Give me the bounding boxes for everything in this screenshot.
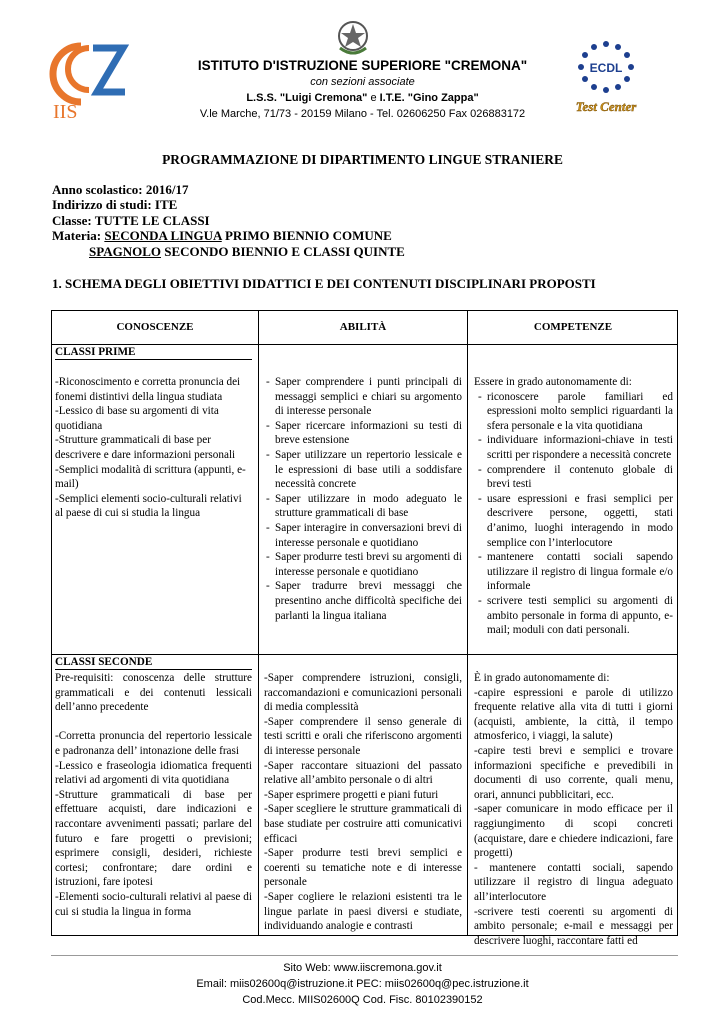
- header-abilita: ABILITÀ: [339, 321, 387, 333]
- classi-seconde-label: CLASSI SECONDE: [55, 656, 252, 670]
- school-year: Anno scolastico: 2016/17: [52, 182, 189, 197]
- svg-text:ECDL: ECDL: [589, 61, 623, 75]
- document-meta: [52, 182, 405, 259]
- list-item: - Saper produrre testi brevi su argomenti di interesse personale e quotidiano: [266, 550, 462, 579]
- school-address: V.le Marche, 71/73 - 20159 Milano - Tel. 02606250 Fax 026883172: [199, 108, 526, 120]
- list-item: - riconoscere parole familiari ed espressioni molto semplici riguardanti la sfera personale e la vita quotidiana: [478, 390, 673, 434]
- school-logo: [47, 40, 129, 122]
- objectives-table: [51, 310, 678, 947]
- section-title: 1. SCHEMA DEGLI OBIETTIVI DIDATTICI E DEI CONTENUTI DISCIPLINARI PROPOSTI: [52, 276, 596, 291]
- prime-competenze: Essere in grado autonomamente di: - riconoscere parole familiari ed espressioni molto semplici riguardanti la sfera personale e la vita quotidiana - individuare informazioni-chiave in testi scritti per rispondere a necessità concrete - comprendere il contenuto globale di brevi testi - usare espressioni e frasi semplici per descrivere persone, oggetti, stati d’animo, luoghi interagendo in modo semplice con l’interlocutore - mantenere contatti sociali sapendo utilizzare il registro di lingua formale e/o informale - scrivere testi semplici su argomenti di ambito personale in forma di appunto, e-mail; moduli con dati personali.: [474, 375, 673, 638]
- document-title: PROGRAMMAZIONE DI DIPARTIMENTO LINGUE STRANIERE: [162, 152, 563, 167]
- list-item: - Saper interagire in conversazioni brevi di interesse personale e quotidiano: [266, 521, 462, 550]
- list-item: - Saper utilizzare un repertorio lessicale e le espressioni di base utili a soddisfare necessità concrete: [266, 448, 462, 492]
- svg-text:Test Center: Test Center: [575, 99, 637, 114]
- italian-republic-emblem: [335, 18, 371, 56]
- prime-abilita: [266, 375, 462, 623]
- header-conoscenze: CONOSCENZE: [116, 321, 194, 333]
- associated-schools: L.S.S. "Luigi Cremona" e I.T.E. "Gino Zappa": [246, 92, 479, 104]
- study-track: Indirizzo di studi: ITE: [52, 197, 178, 213]
- list-item: - Saper utilizzare in modo adeguato le strutture grammaticali di base: [266, 492, 462, 521]
- footer-codes: Cod.Mecc. MIIS02600Q Cod. Fisc. 80102390152: [242, 994, 483, 1006]
- svg-text:IIS: IIS: [53, 101, 78, 122]
- list-item: - Saper comprendere i punti principali di messaggi semplici e chiari su argomento di interesse personale: [266, 375, 462, 419]
- footer-website[interactable]: Sito Web: www.iiscremona.gov.it: [283, 962, 442, 974]
- ecdl-logo: [566, 38, 646, 118]
- list-item: - scrivere testi semplici su argomenti di ambito personale in forma di appunto, e-mail; moduli con dati personali.: [478, 594, 673, 638]
- list-item: - usare espressioni e frasi semplici per descrivere persone, oggetti, stati d’animo, luoghi interagendo in modo semplice con l’interlocutore: [478, 492, 673, 550]
- school-name: ISTITUTO D'ISTRUZIONE SUPERIORE "CREMONA": [197, 58, 528, 73]
- footer-email[interactable]: Email: miis02600q@istruzione.it PEC: miis02600q@pec.istruzione.it: [196, 978, 529, 990]
- seconde-abilita: -Saper comprendere istruzioni, consigli, raccomandazioni e comunicazioni personali di media complessità -Saper comprendere il senso generale di testi scritti e orali che riferiscono argomenti di interesse personale -Saper raccontare situazioni del passato relative all’ambito personale o di altri -Saper esprimere progetti e piani futuri -Saper scegliere le strutture grammaticali di base studiate per costruire atti comunicativi efficaci -Saper produrre testi brevi semplici e coerenti su tematiche note e di interesse personale -Saper cogliere le relazioni esistenti tra le lingue parlate in paesi diversi e studiate, individuando analogie e contrasti: [264, 672, 462, 933]
- subject-line: Materia: SECONDA LINGUA PRIMO BIENNIO COMUNE: [52, 228, 392, 244]
- list-item: - comprendere il contenuto globale di brevi testi: [478, 463, 673, 492]
- list-item: - Saper ricercare informazioni su testi di breve estensione: [266, 419, 462, 448]
- school-subtitle: con sezioni associate: [310, 76, 415, 88]
- subject-line-2: SPAGNOLO SECONDO BIENNIO E CLASSI QUINTE: [89, 243, 405, 259]
- footer-divider: [51, 955, 678, 956]
- prime-conoscenze: -Riconoscimento e corretta pronuncia dei fonemi distintivi della lingua studiata -Lessico di base su argomenti di vita quotidiana -Strutture grammaticali di base per descrivere e dare informazioni personali -Semplici modalità di scrittura (appunti, e-mail) -Semplici elementi socio-culturali relativi al paese di cui si studia la lingua: [55, 376, 246, 520]
- seconde-competenze: È in grado autonomamente di: -capire espressioni e parole di utilizzo frequente relative alla vita di tutti i giorni (acquisti, ambiente, la città, il tempo atmosferico, i viaggi, la salute) -capire testi brevi e semplici e trovare informazioni specifiche e prevedibili in documenti di uso corrente, quali menu, orari, annunci pubblicitari, ecc. -saper comunicare in modo efficace per il raggiungimento di scopi concreti (acquistare, dare e chiedere indicazioni, fare progetti) - mantenere contatti sociali, sapendo utilizzare il registro di lingua adeguato all’interlocutore -scrivere testi coerenti su argomenti di ambito personale; e-mail e messaggi per descrivere luoghi, raccontare fatti ed: [474, 672, 673, 947]
- seconde-conoscenze: Pre-requisiti: conoscenza delle strutture grammaticali e dei contenuti lessicali dell’anno precedente -Corretta pronuncia del repertorio lessicale e padronanza dell’ intonazione delle frasi -Lessico e fraseologia idiomatica frequenti relativi ad argomenti di vita quotidiana -Strutture grammaticali di base per effettuare acquisti, dare indicazioni e raccontare avvenimenti passati; parlare del futuro e fare progetti o previsioni; esprimere consigli, desideri, richieste cortesi; confrontare; dare ordini e istruzioni, fare ipotesi -Elementi socio-culturali relativi al paese di cui si studia la lingua in forma: [55, 672, 252, 918]
- list-item: - Saper tradurre brevi messaggi che presentino anche difficoltà specifiche dei parlanti la lingua italiana: [266, 579, 462, 623]
- list-item: - individuare informazioni-chiave in testi scritti per rispondere a necessità concrete: [478, 433, 673, 462]
- class-info: Classe: TUTTE LE CLASSI: [52, 212, 210, 228]
- classi-prime-label: CLASSI PRIME: [55, 346, 252, 360]
- list-item: - mantenere contatti sociali sapendo utilizzare il registro di lingua formale e/o informale: [478, 550, 673, 594]
- header-competenze: COMPETENZE: [533, 321, 613, 333]
